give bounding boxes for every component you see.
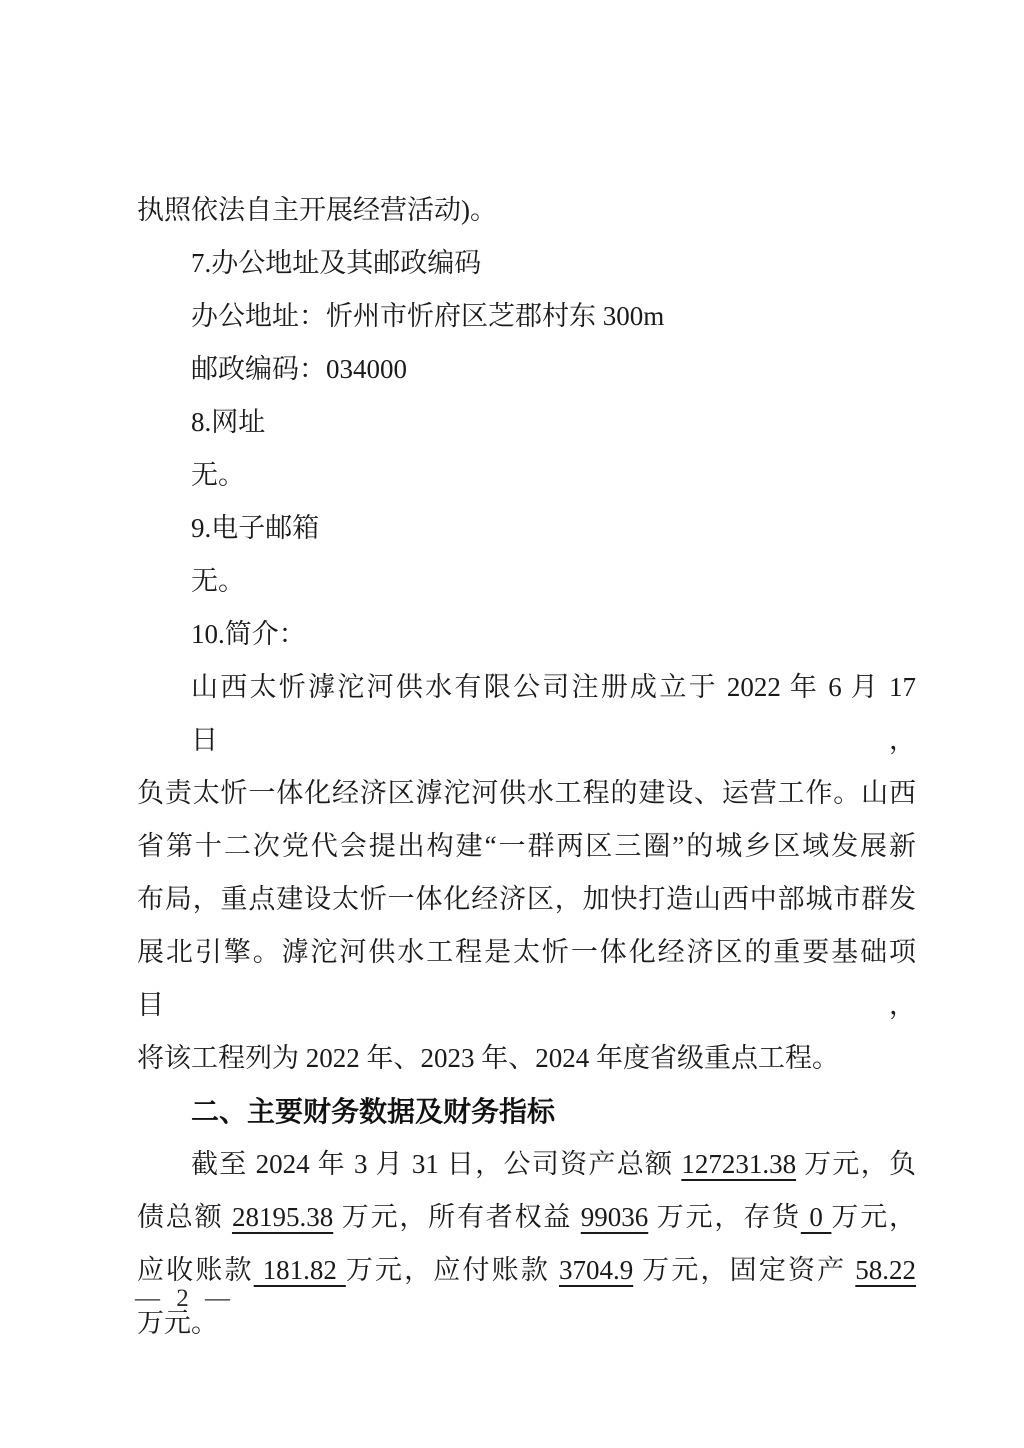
text-run: 10.简介： — [191, 619, 306, 649]
underlined-value: 3704.9 — [558, 1255, 634, 1285]
document-line — [137, 1191, 916, 1244]
section-heading — [137, 1085, 916, 1138]
text-run: 布局，重点建设太忻一体化经济区，加快打造山西中部城市群发 — [137, 884, 916, 914]
document-line — [137, 343, 916, 396]
text-run: 山西太忻滹沱河供水有限公司注册成立于 2022 年 6 月 17 日， — [191, 672, 923, 755]
document-line — [137, 767, 916, 820]
underlined-value: 127231.38 — [681, 1149, 797, 1179]
underlined-value: 58.22 — [855, 1255, 917, 1285]
document-line — [137, 1244, 916, 1297]
document-line — [137, 449, 916, 502]
text-run: 省第十二次党代会提出构建“一群两区三圈”的城乡区域发展新 — [137, 831, 916, 861]
text-run: 万元，负 — [796, 1149, 917, 1179]
text-run: 二、主要财务数据及财务指标 — [191, 1096, 556, 1127]
text-run: 债总额 — [137, 1202, 232, 1232]
underlined-value: 0 — [800, 1202, 832, 1232]
document-line — [137, 820, 916, 873]
text-run: 万元，所有者权益 — [333, 1202, 581, 1232]
document-line — [137, 926, 916, 1032]
text-run: 无。 — [191, 566, 245, 596]
text-run: 办公地址：忻州市忻府区芝郡村东 300m — [191, 301, 665, 331]
text-run: 万元，固定资产 — [633, 1255, 856, 1285]
text-run: 截至 2024 年 3 月 31 日，公司资产总额 — [191, 1149, 682, 1179]
document-line — [137, 1138, 916, 1191]
underlined-value: 181.82 — [253, 1255, 346, 1285]
text-run: 无。 — [191, 460, 245, 490]
document-line — [137, 290, 916, 343]
document-line — [137, 1297, 916, 1350]
document-line — [137, 555, 916, 608]
document-line — [137, 184, 916, 237]
page-number: — 2 — — [135, 1285, 235, 1312]
text-run: 执照依法自主开展经营活动)。 — [137, 195, 497, 225]
text-run: 展北引擎。滹沱河供水工程是太忻一体化经济区的重要基础项目， — [137, 937, 916, 1020]
text-run: 邮政编码：034000 — [191, 354, 407, 384]
text-run: 将该工程列为 2022 年、2023 年、2024 年度省级重点工程。 — [137, 1043, 839, 1073]
text-run: 万元，应付账款 — [345, 1255, 559, 1285]
text-run: 万元。 — [137, 1308, 218, 1338]
text-run: 负责太忻一体化经济区滹沱河供水工程的建设、运营工作。山西 — [137, 778, 916, 808]
document-line — [137, 873, 916, 926]
document-line — [137, 608, 916, 661]
document-line — [137, 1032, 916, 1085]
document-line — [137, 661, 923, 767]
document-content — [137, 184, 923, 1350]
text-run: 应收账款 — [137, 1255, 254, 1285]
text-run: 万元，存货 — [648, 1202, 801, 1232]
document-line — [137, 502, 916, 555]
text-run: 7.办公地址及其邮政编码 — [191, 248, 482, 278]
text-run: 万元， — [831, 1202, 917, 1232]
text-run: 9.电子邮箱 — [191, 513, 320, 543]
text-run: 8.网址 — [191, 407, 266, 437]
document-line — [137, 396, 916, 449]
underlined-value: 99036 — [580, 1202, 649, 1232]
underlined-value: 28195.38 — [231, 1202, 334, 1232]
document-line — [137, 237, 916, 290]
